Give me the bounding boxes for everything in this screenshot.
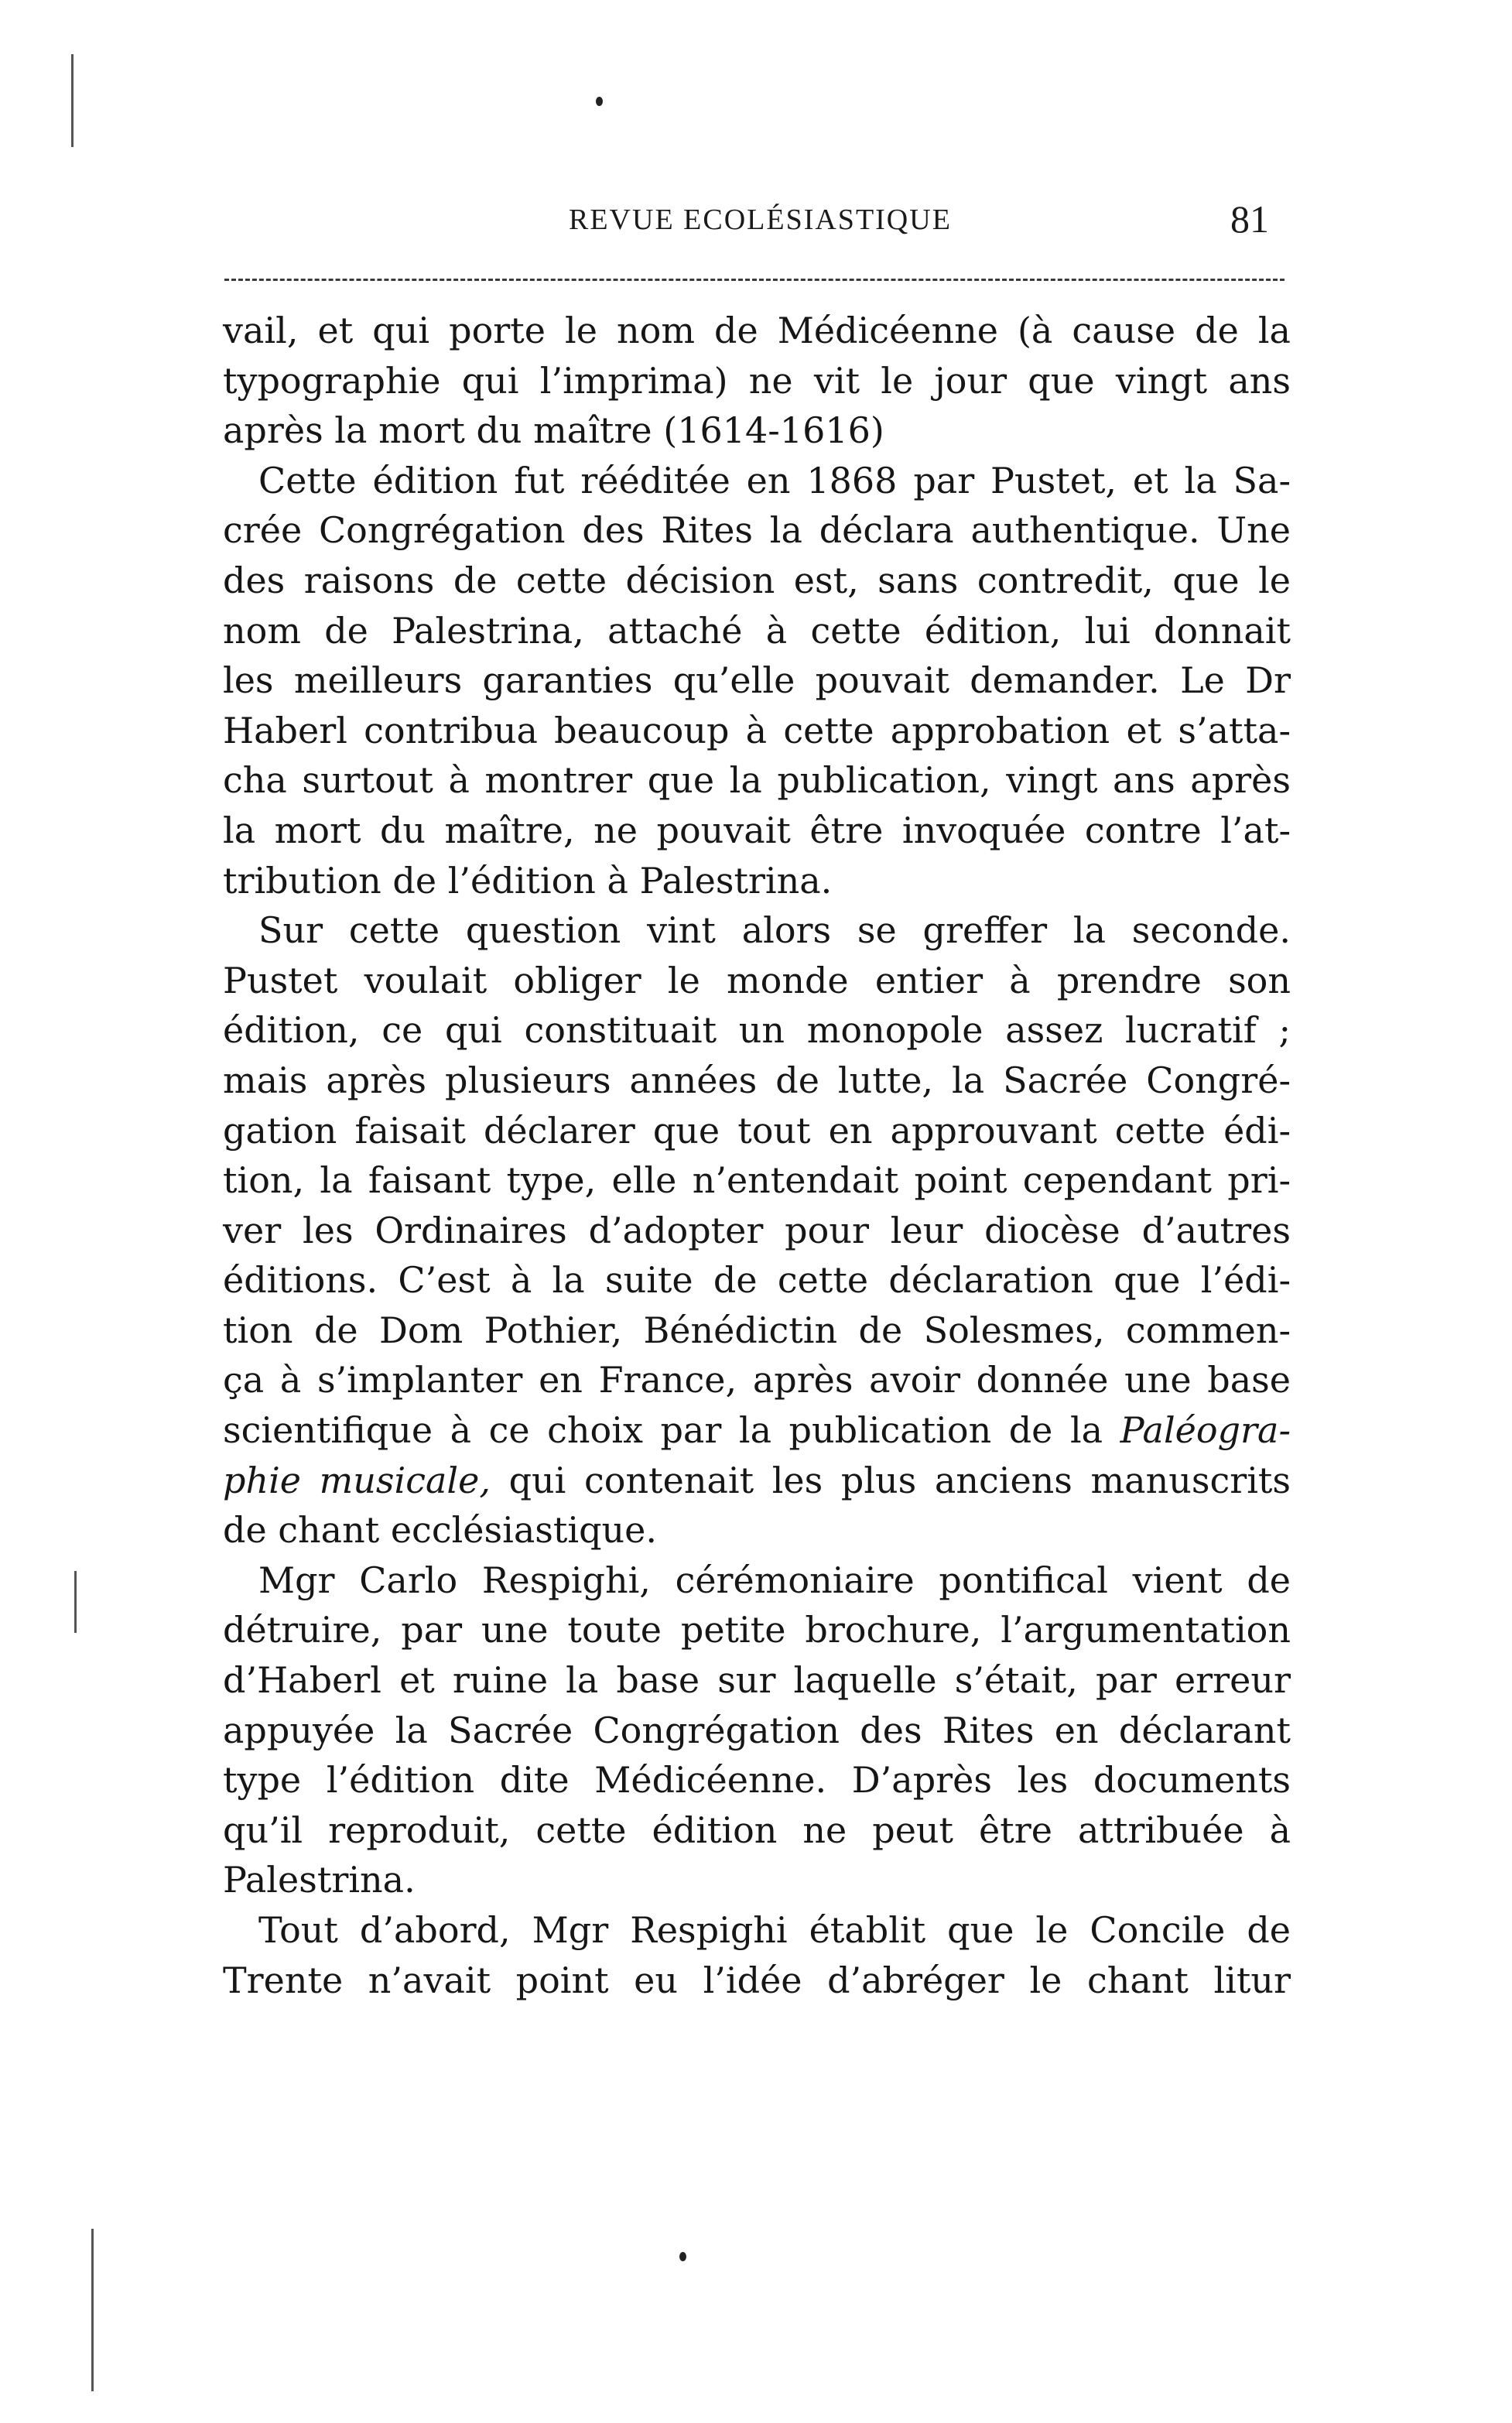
text-line xyxy=(223,706,1291,756)
text-line xyxy=(223,1555,1291,1606)
text-line xyxy=(223,356,1291,406)
line-text: cha surtout à montrer que la publication, vingt ans après xyxy=(223,759,1291,802)
running-title: REVUE ECOLÉSIASTIQUE xyxy=(569,204,952,236)
text-line xyxy=(223,1905,1291,1956)
text-line xyxy=(223,306,1291,356)
page-number: 81 xyxy=(1230,197,1269,241)
body-text xyxy=(223,306,1291,2005)
binding-edge-mark xyxy=(71,54,74,147)
text-line xyxy=(223,1355,1291,1405)
line-text: mais après plusieurs années de lutte, la Sacrée Congré- xyxy=(223,1059,1291,1101)
text-line xyxy=(223,1655,1291,1706)
line-text: crée Congrégation des Rites la déclara authentique. Une xyxy=(223,509,1291,552)
line-text: Mgr Carlo Respighi, cérémoniaire pontifical vient de xyxy=(258,1559,1291,1601)
line-text: de chant ecclésiastique. xyxy=(223,1509,657,1552)
line-text: la mort du maître, ne pouvait être invoquée contre l’at- xyxy=(223,809,1291,851)
line-text: type l’édition dite Médicéenne. D’après les documents xyxy=(223,1759,1291,1802)
header-rule xyxy=(224,279,1285,281)
italic-title: Paléogra- xyxy=(1120,1409,1291,1452)
line-text: scientifique à ce choix par la publication de la xyxy=(223,1409,1120,1452)
text-line xyxy=(223,1706,1291,1756)
line-text: tion de Dom Pothier, Bénédictin de Solesmes, commen- xyxy=(223,1309,1291,1351)
page-header xyxy=(224,193,1292,248)
italic-title: phie musicale, xyxy=(223,1459,491,1501)
text-line xyxy=(223,1306,1291,1356)
line-text: appuyée la Sacrée Congrégation des Rites en déclarant xyxy=(223,1709,1291,1751)
text-line xyxy=(223,606,1291,656)
line-text: des raisons de cette décision est, sans contredit, que le xyxy=(223,559,1291,601)
line-text: Tout d’abord, Mgr Respighi établit que le Concile de xyxy=(258,1909,1291,1951)
text-line xyxy=(223,956,1291,1006)
text-line xyxy=(223,456,1291,506)
text-line xyxy=(223,1456,1291,1506)
text-line xyxy=(223,1605,1291,1655)
line-text: éditions. C’est à la suite de cette déclaration que l’édi- xyxy=(223,1259,1291,1302)
line-text: tion, la faisant type, elle n’entendait point cependant pri- xyxy=(223,1159,1291,1202)
binding-edge-mark xyxy=(74,1571,77,1633)
line-text: gation faisait déclarer que tout en approuvant cette édi- xyxy=(223,1109,1291,1152)
ink-speck xyxy=(596,97,603,106)
text-line xyxy=(223,1255,1291,1306)
line-text: après la mort du maître (1614-1616) xyxy=(223,409,884,452)
binding-edge-mark xyxy=(91,2229,94,2391)
line-text: Pustet voulait obliger le monde entier à prendre son xyxy=(223,959,1291,1001)
line-text: Haberl contribua beaucoup à cette approbation et s’atta- xyxy=(223,709,1291,751)
text-line xyxy=(223,1106,1291,1156)
text-line xyxy=(223,1505,1291,1555)
text-line xyxy=(223,1405,1291,1456)
text-line xyxy=(223,406,1291,456)
text-line xyxy=(223,1805,1291,1856)
line-text: qu’il reproduit, cette édition ne peut être attribuée à xyxy=(223,1809,1291,1851)
line-text: nom de Palestrina, attaché à cette édition, lui donnait xyxy=(223,609,1291,652)
text-line xyxy=(223,1155,1291,1206)
text-line xyxy=(223,1755,1291,1805)
text-line xyxy=(223,1956,1291,2006)
line-text: qui contenait les plus anciens manuscrits xyxy=(490,1459,1291,1501)
line-text: détruire, par une toute petite brochure, l’argumentation xyxy=(223,1609,1291,1651)
text-line xyxy=(223,1056,1291,1106)
line-text: typographie qui l’imprima) ne vit le jour que vingt ans xyxy=(223,359,1291,402)
line-text: ver les Ordinaires d’adopter pour leur diocèse d’autres xyxy=(223,1209,1291,1251)
ink-speck xyxy=(679,2252,686,2261)
line-text: Cette édition fut rééditée en 1868 par Pustet, et la Sa- xyxy=(258,459,1291,501)
line-text: tribution de l’édition à Palestrina. xyxy=(223,859,833,902)
line-text: d’Haberl et ruine la base sur laquelle s’était, par erreur xyxy=(223,1659,1291,1702)
text-line xyxy=(223,755,1291,806)
text-line xyxy=(223,806,1291,856)
line-text: édition, ce qui constituait un monopole assez lucratif ; xyxy=(223,1009,1291,1052)
text-line xyxy=(223,655,1291,706)
text-line xyxy=(223,1855,1291,1905)
text-line xyxy=(223,1005,1291,1056)
line-text: Palestrina. xyxy=(223,1859,416,1901)
line-text: ça à s’implanter en France, après avoir donnée une base xyxy=(223,1359,1291,1401)
text-line xyxy=(223,556,1291,606)
text-line xyxy=(223,1206,1291,1256)
line-text: les meilleurs garanties qu’elle pouvait demander. Le Dr xyxy=(223,659,1291,702)
text-line xyxy=(223,856,1291,906)
text-line xyxy=(223,505,1291,556)
line-text: vail, et qui porte le nom de Médicéenne (à cause de la xyxy=(223,310,1291,351)
line-text: Trente n’avait point eu l’idée d’abréger le chant litur xyxy=(223,1959,1291,2001)
text-line xyxy=(223,905,1291,956)
line-text: Sur cette question vint alors se greffer la seconde. xyxy=(258,909,1291,952)
